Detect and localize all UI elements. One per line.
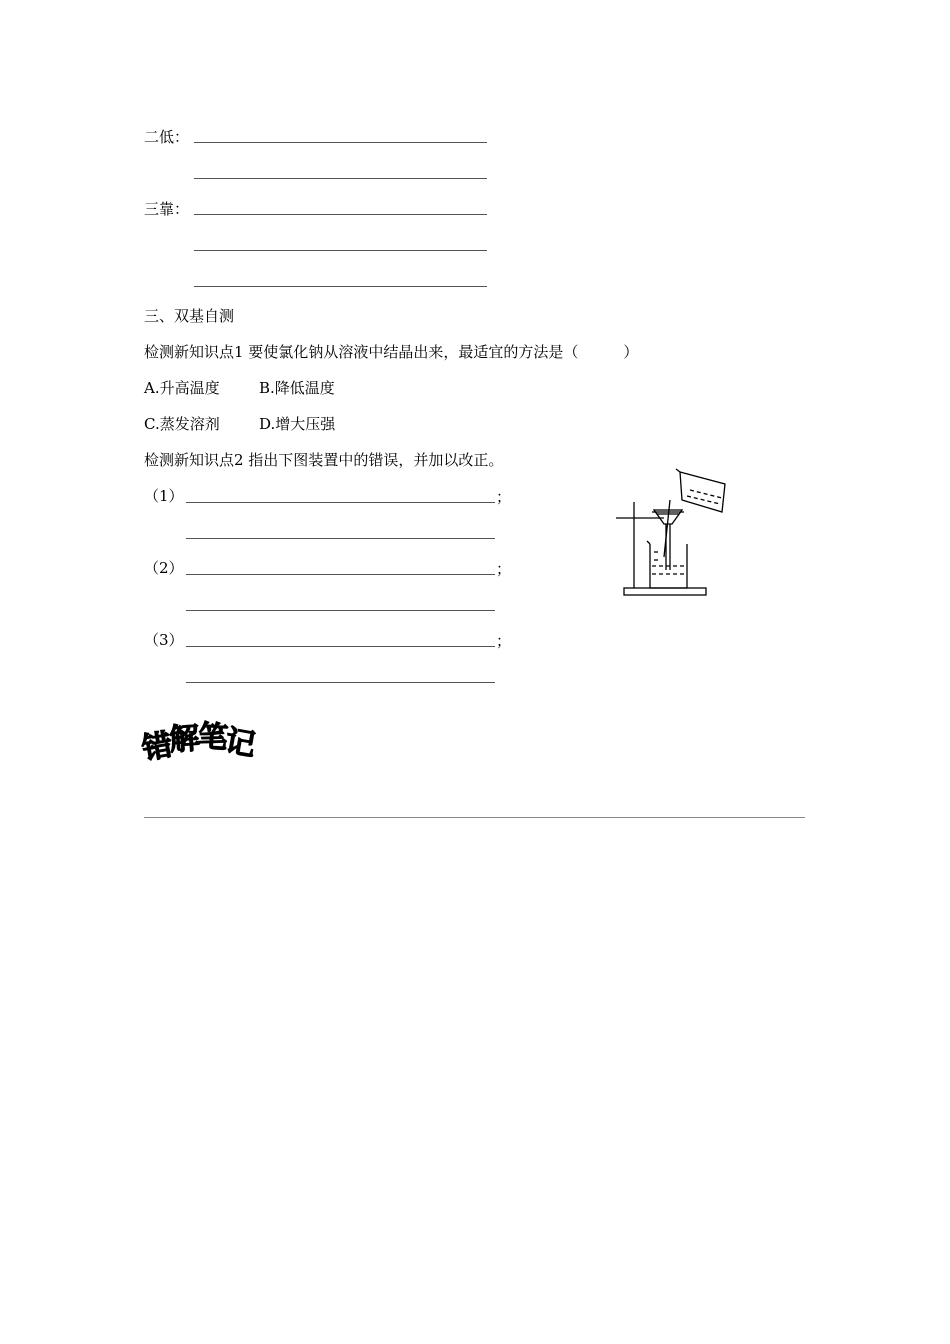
q2-item-1-blank[interactable] <box>186 502 495 503</box>
q1-option-a[interactable]: A.升高温度 <box>144 379 220 397</box>
q1-option-b[interactable]: B.降低温度 <box>259 379 335 397</box>
q2-item-label: （2） <box>144 559 184 577</box>
section-heading: 三、双基自测 <box>144 307 235 325</box>
sankao-blank-1[interactable] <box>194 214 487 215</box>
q2-item-end: ； <box>496 560 512 578</box>
q2-item-3-blank[interactable] <box>186 646 495 647</box>
dilow-label: 二低： <box>144 128 190 146</box>
q1-stem: 检测新知识点1 要使氯化钠从溶液中结晶出来，最适宜的方法是（ ） <box>144 343 639 361</box>
sankao-blank-2[interactable] <box>194 250 487 251</box>
dilow-blank-1[interactable] <box>194 142 487 143</box>
sankao-blank-3[interactable] <box>194 286 487 287</box>
q2-item-1-blank-2[interactable] <box>186 538 495 539</box>
q2-stem: 检测新知识点2 指出下图装置中的错误，并加以改正。 <box>144 451 504 469</box>
q2-item-label: （1） <box>144 487 184 505</box>
sankao-label: 三靠： <box>144 200 190 218</box>
q2-item-2-blank[interactable] <box>186 574 495 575</box>
notes-title <box>139 712 258 768</box>
q2-item-2-blank-2[interactable] <box>186 610 495 611</box>
notes-line[interactable] <box>144 817 805 818</box>
notes-title-char: 记 <box>222 723 258 764</box>
filtration-apparatus-icon <box>612 462 737 602</box>
q2-item-end: ； <box>496 632 512 650</box>
notes-title-char: 笔 <box>196 719 228 756</box>
notes-title-char: 解 <box>168 721 200 758</box>
notes-title-char: 错 <box>139 727 175 768</box>
q1-option-d[interactable]: D.增大压强 <box>259 415 336 433</box>
q2-item-end: ； <box>496 488 512 506</box>
q2-item-label: （3） <box>144 631 184 649</box>
dilow-blank-2[interactable] <box>194 178 487 179</box>
q1-option-c[interactable]: C.蒸发溶剂 <box>144 415 220 433</box>
q2-item-3-blank-2[interactable] <box>186 682 495 683</box>
